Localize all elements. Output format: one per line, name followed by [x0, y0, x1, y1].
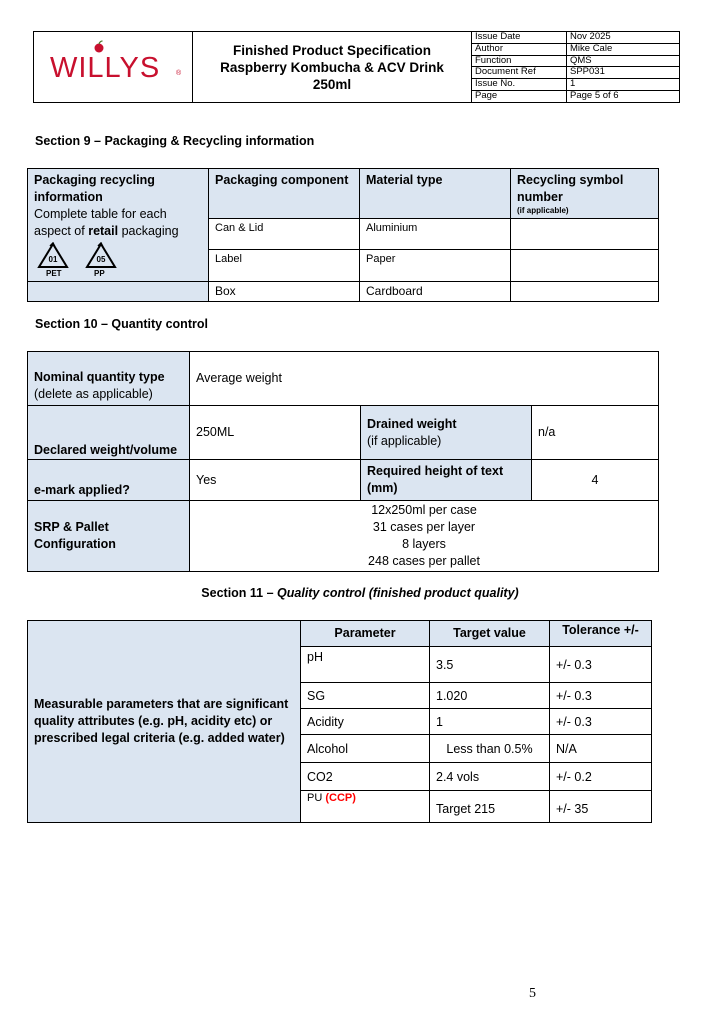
packaging-table	[27, 168, 659, 302]
meta-row	[472, 79, 679, 91]
nominal-value-cell: Average weight	[190, 352, 659, 406]
target-cell: Target 215	[430, 791, 550, 823]
material-cell: Aluminium	[360, 219, 511, 249]
recycle-code: PP	[94, 269, 105, 278]
param-text: PU	[307, 792, 323, 804]
label-cell-empty	[28, 282, 209, 302]
section-9-title: Section 9 – Packaging & Recycling information	[35, 134, 315, 148]
tolerance-cell: +/- 0.3	[550, 709, 652, 735]
label-text: Declared weight/volume	[34, 443, 178, 457]
param-cell	[301, 791, 430, 823]
param-cell: pH	[301, 647, 430, 683]
meta-label: Page	[472, 91, 567, 102]
page-number: 5	[529, 986, 536, 1001]
table-row	[28, 621, 652, 647]
recycle-number: 01	[48, 255, 58, 264]
emark-label-cell	[28, 460, 190, 501]
meta-value: Mike Cale	[567, 43, 680, 55]
symbol-cell	[511, 219, 659, 249]
srp-line: 248 cases per pallet	[368, 554, 480, 568]
tolerance-cell: +/- 0.3	[550, 647, 652, 683]
srp-line: 12x250ml per case	[371, 503, 477, 517]
title-line-3: 250ml	[312, 76, 352, 92]
logo-cell	[34, 32, 193, 102]
param-cell: Acidity	[301, 709, 430, 735]
quality-table	[27, 620, 652, 823]
target-cell: 3.5	[430, 647, 550, 683]
col-header-target: Target value	[430, 621, 550, 647]
meta-row	[472, 91, 679, 102]
tolerance-cell: +/- 35	[550, 791, 652, 823]
meta-label: Issue No.	[472, 79, 567, 91]
label-text: Nominal quantity type	[34, 370, 165, 384]
label-text: e-mark applied?	[34, 483, 130, 497]
header-text: Material type	[366, 173, 443, 187]
col-header-component	[209, 169, 360, 219]
drained-label-cell	[361, 406, 532, 460]
symbol-cell	[511, 282, 659, 302]
meta-row	[472, 32, 679, 43]
material-cell: Cardboard	[360, 282, 511, 302]
quality-label-cell	[28, 621, 301, 823]
recycle-triangle-icon	[84, 242, 118, 270]
target-cell: 2.4 vols	[430, 763, 550, 791]
meta-value: 1	[567, 79, 680, 91]
title-italic: Quality control (finished product quality)	[277, 586, 519, 600]
recycling-symbols	[34, 242, 202, 278]
height-label-cell	[361, 460, 532, 501]
recycle-number: 05	[96, 255, 106, 264]
param-cell: Alcohol	[301, 735, 430, 763]
header-text: Packaging component	[215, 173, 349, 187]
label-note: (delete as applicable)	[34, 387, 153, 401]
table-row	[28, 460, 659, 501]
packaging-label-title: Packaging recycling information	[34, 173, 155, 204]
tolerance-cell: +/- 0.3	[550, 683, 652, 709]
meta-label: Function	[472, 55, 567, 67]
param-cell: CO2	[301, 763, 430, 791]
table-row	[28, 406, 659, 460]
component-cell: Box	[209, 282, 360, 302]
desc-text: packaging	[118, 224, 179, 238]
table-row	[28, 352, 659, 406]
recycle-code: PET	[46, 269, 62, 278]
nominal-label-cell	[28, 352, 190, 406]
label-note: (if applicable)	[367, 433, 442, 448]
material-cell: Paper	[360, 249, 511, 281]
target-cell: 1.020	[430, 683, 550, 709]
title-line-1: Finished Product Specification	[232, 42, 432, 58]
desc-bold: retail	[88, 224, 119, 238]
declared-value-cell: 250ML	[190, 406, 361, 460]
document-meta	[472, 32, 679, 102]
component-cell: Can & Lid	[209, 219, 360, 249]
height-value-cell: 4	[532, 460, 659, 501]
document-title	[193, 32, 472, 102]
table-row	[28, 282, 659, 302]
header-note: (if applicable)	[517, 206, 569, 215]
symbol-cell	[511, 249, 659, 281]
col-header-tolerance: Tolerance +/-	[550, 621, 652, 647]
label-text: Measurable parameters that are significant quality attributes (e.g. pH, acidity etc) or prescribed legal criteria (e.g. added water)	[34, 697, 289, 745]
col-header-parameter: Parameter	[301, 621, 430, 647]
component-cell: Label	[209, 249, 360, 281]
declared-label-cell	[28, 406, 190, 460]
recycle-triangle-icon	[36, 242, 70, 270]
meta-row	[472, 55, 679, 67]
section-11-title	[0, 586, 720, 600]
document-header	[33, 31, 680, 103]
packaging-label-cell	[28, 169, 209, 282]
tolerance-cell: N/A	[550, 735, 652, 763]
meta-label: Author	[472, 43, 567, 55]
label-text: Drained weight	[367, 416, 457, 431]
meta-label: Document Ref	[472, 67, 567, 79]
meta-label: Issue Date	[472, 32, 567, 43]
param-cell: SG	[301, 683, 430, 709]
target-cell: Less than 0.5%	[430, 735, 550, 763]
target-cell: 1	[430, 709, 550, 735]
srp-line: 31 cases per layer	[372, 520, 476, 534]
label-text: Required height of text (mm)	[367, 464, 504, 495]
quantity-table	[27, 351, 659, 572]
logo-registered-mark: ®	[176, 70, 182, 77]
meta-value: Nov 2025	[567, 32, 680, 43]
title-text: Section 11 –	[201, 586, 278, 600]
meta-value: QMS	[567, 55, 680, 67]
logo-wordmark: WILLYS	[50, 52, 161, 84]
label-text: SRP & Pallet Configuration	[34, 520, 116, 551]
meta-row	[472, 43, 679, 55]
desc-text: Complete table for each aspect of	[34, 207, 167, 238]
packaging-label-desc	[34, 206, 202, 240]
srp-line: 8 layers	[402, 537, 446, 551]
meta-value: SPP031	[567, 67, 680, 79]
col-header-symbol	[511, 169, 659, 219]
col-header-material	[360, 169, 511, 219]
drained-value-cell: n/a	[532, 406, 659, 460]
meta-row	[472, 67, 679, 79]
title-line-2: Raspberry Kombucha & ACV Drink	[220, 59, 444, 75]
ccp-badge: (CCP)	[325, 792, 356, 804]
emark-value-cell: Yes	[190, 460, 361, 501]
header-text: Recycling symbol number	[517, 173, 624, 204]
srp-label-cell	[28, 501, 190, 572]
srp-value-cell	[190, 501, 659, 572]
tolerance-cell: +/- 0.2	[550, 763, 652, 791]
section-10-title: Section 10 – Quantity control	[35, 317, 208, 331]
table-row	[28, 501, 659, 572]
meta-value: Page 5 of 6	[567, 91, 680, 102]
